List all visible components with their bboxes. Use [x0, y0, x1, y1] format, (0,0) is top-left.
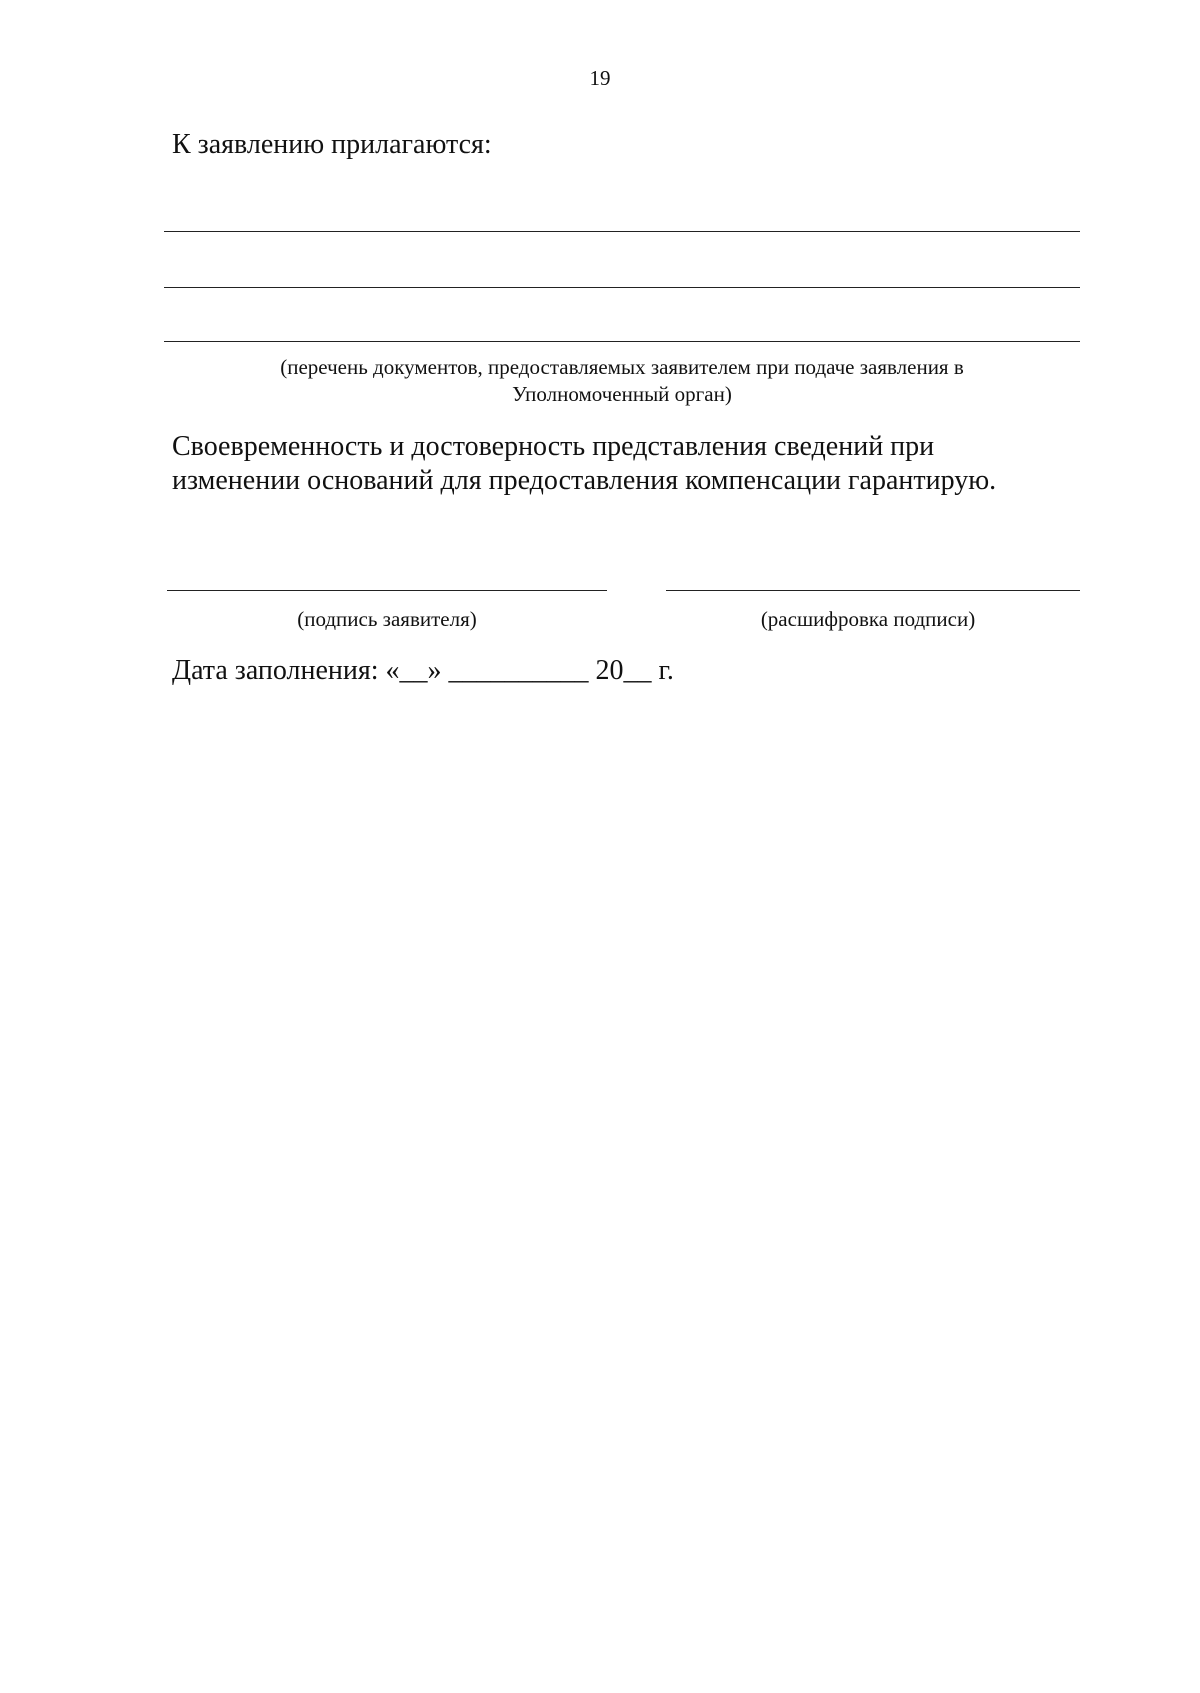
- signature-decryption-caption: (расшифровка подписи): [760, 607, 976, 631]
- attachments-caption: [164, 354, 1080, 408]
- attachment-blank-line-3: [164, 341, 1080, 342]
- signature-caption: (подпись заявителя): [297, 607, 477, 631]
- attachment-blank-line-1: [164, 231, 1080, 232]
- signature-blank-line: [167, 590, 607, 591]
- guarantee-line-2: изменении оснований для предоставления компенсации гарантирую.: [172, 465, 997, 496]
- signature-decryption-blank-line: [666, 590, 1080, 591]
- fill-date-line: Дата заполнения: «__» __________ 20__ г.: [172, 655, 674, 686]
- attachments-caption-line-2: Уполномоченный орган): [512, 382, 732, 406]
- attachment-blank-line-2: [164, 287, 1080, 288]
- guarantee-statement: [172, 430, 1092, 498]
- attachments-caption-line-1: (перечень документов, предоставляемых заявителем при подаче заявления в: [280, 355, 964, 379]
- attachments-heading: К заявлению прилагаются:: [172, 129, 492, 160]
- page-number: 19: [589, 66, 611, 90]
- guarantee-line-1: Своевременность и достоверность представления сведений при: [172, 431, 935, 462]
